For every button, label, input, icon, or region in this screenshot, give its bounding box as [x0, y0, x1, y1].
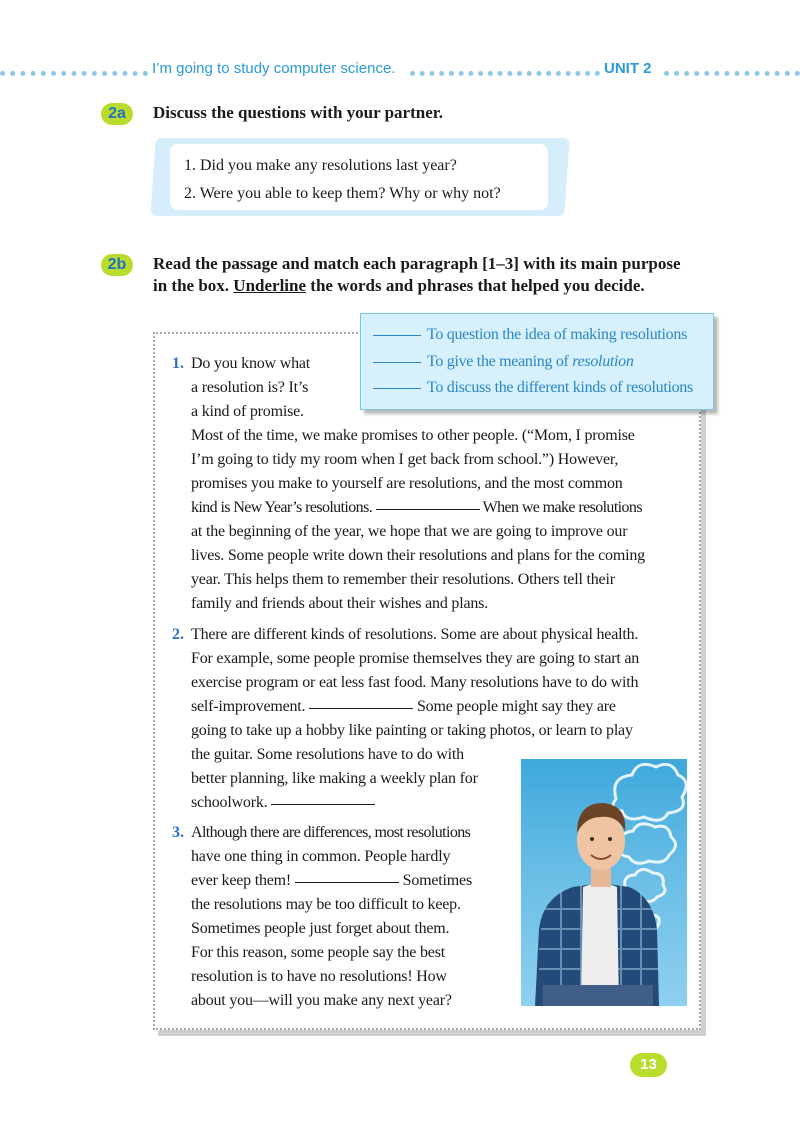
- passage-line: a kind of promise.: [191, 403, 304, 420]
- answer-blank[interactable]: [373, 335, 421, 336]
- purpose-box: [360, 313, 714, 410]
- paragraph-number: 1.: [172, 355, 184, 372]
- passage-line: Sometimes people just forget about them.: [191, 920, 450, 937]
- answer-blank[interactable]: [373, 362, 421, 363]
- passage-line: [191, 791, 375, 815]
- paragraph-number: 3.: [172, 824, 184, 841]
- passage-text: self-improvement.: [191, 698, 310, 715]
- purpose-italic-term: resolution: [572, 352, 634, 370]
- purpose-text: To give the meaning of: [427, 352, 573, 370]
- purpose-text: To question the idea of making resolutions: [427, 326, 688, 343]
- activity-2b-badge: 2b: [101, 254, 133, 276]
- passage-line: the guitar. Some resolutions have to do with: [191, 746, 464, 763]
- passage-line: For example, some people promise themselves they are going to start an: [191, 650, 640, 667]
- instruction-text: the words and phrases that helped you decide.: [306, 276, 645, 295]
- passage-text: schoolwork.: [191, 794, 272, 811]
- passage-line: There are different kinds of resolutions. Some are about physical health.: [191, 626, 639, 643]
- passage-line: have one thing in common. People hardly: [191, 848, 451, 865]
- instruction-line: Read the passage and match each paragraph [1–3] with its main purpose: [153, 254, 681, 273]
- header-dotted-rule-middle: [410, 71, 600, 76]
- page-number: 13: [630, 1053, 667, 1077]
- underline-keyword: Underline: [233, 276, 307, 295]
- purpose-option-kinds: [373, 375, 713, 402]
- answer-blank[interactable]: [309, 708, 413, 709]
- purpose-text: To discuss the different kinds of resolutions: [427, 379, 693, 396]
- activity-2a-badge: 2a: [101, 103, 133, 125]
- passage-line: family and friends about their wishes and plans.: [191, 595, 488, 612]
- activity-2b-instruction: [153, 253, 681, 297]
- instruction-text: in the box.: [153, 276, 234, 295]
- answer-blank[interactable]: [295, 882, 399, 883]
- passage-line: lives. Some people write down their resolutions and plans for the coming: [191, 547, 645, 564]
- passage-line: exercise program or eat less fast food. Many resolutions have to do with: [191, 674, 639, 691]
- passage-text: ever keep them!: [191, 872, 295, 889]
- passage-line: Most of the time, we make promises to other people. (“Mom, I promise: [191, 427, 635, 444]
- passage-text: Sometimes: [398, 872, 472, 889]
- header-dotted-rule-right: [664, 71, 800, 76]
- answer-blank[interactable]: [271, 804, 375, 805]
- passage-line: [191, 695, 616, 719]
- passage-line: For this reason, some people say the best: [191, 944, 445, 961]
- purpose-option-question: [373, 322, 713, 349]
- passage-line: [191, 869, 472, 893]
- answer-blank[interactable]: [373, 388, 421, 389]
- passage-line: promises you make to yourself are resolutions, and the most common: [191, 475, 623, 492]
- passage-text: When we make resolutions: [479, 499, 642, 516]
- student-photo: [521, 759, 687, 1006]
- passage-line: going to take up a hobby like painting or taking photos, or learn to play: [191, 722, 633, 739]
- page-header: [0, 58, 800, 86]
- passage-line: Do you know what: [191, 355, 311, 372]
- header-dotted-rule-left: [0, 71, 148, 76]
- question-list: [184, 152, 501, 208]
- passage-line: the resolutions may be too difficult to keep.: [191, 896, 461, 913]
- header-title: I’m going to study computer science.: [152, 60, 396, 77]
- passage-line: [191, 496, 642, 520]
- passage-line: I’m going to tidy my room when I get back from school.”) However,: [191, 451, 619, 468]
- passage-line: year. This helps them to remember their resolutions. Others tell their: [191, 571, 615, 588]
- thinking-boy-illustration: [521, 759, 687, 1006]
- passage-line: a resolution is? It’s: [191, 379, 309, 396]
- passage-line: better planning, like making a weekly plan for: [191, 770, 478, 787]
- unit-label: UNIT 2: [604, 60, 652, 77]
- paragraph-number: 2.: [172, 626, 184, 643]
- answer-blank[interactable]: [376, 509, 480, 510]
- passage-line: resolution is to have no resolutions! How: [191, 968, 447, 985]
- question-item: 1. Did you make any resolutions last year?: [184, 157, 457, 174]
- passage-line: about you—will you make any next year?: [191, 992, 452, 1009]
- activity-2a-instruction: Discuss the questions with your partner.: [153, 103, 443, 122]
- question-item: 2. Were you able to keep them? Why or why not?: [184, 185, 501, 202]
- passage-text: kind is New Year’s resolutions.: [191, 499, 376, 516]
- passage-line: Although there are differences, most resolutions: [191, 824, 471, 841]
- passage-line: at the beginning of the year, we hope that we are going to improve our: [191, 523, 628, 540]
- passage-text: Some people might say they are: [413, 698, 616, 715]
- instruction-line: [153, 275, 681, 297]
- purpose-option-meaning: [373, 349, 713, 376]
